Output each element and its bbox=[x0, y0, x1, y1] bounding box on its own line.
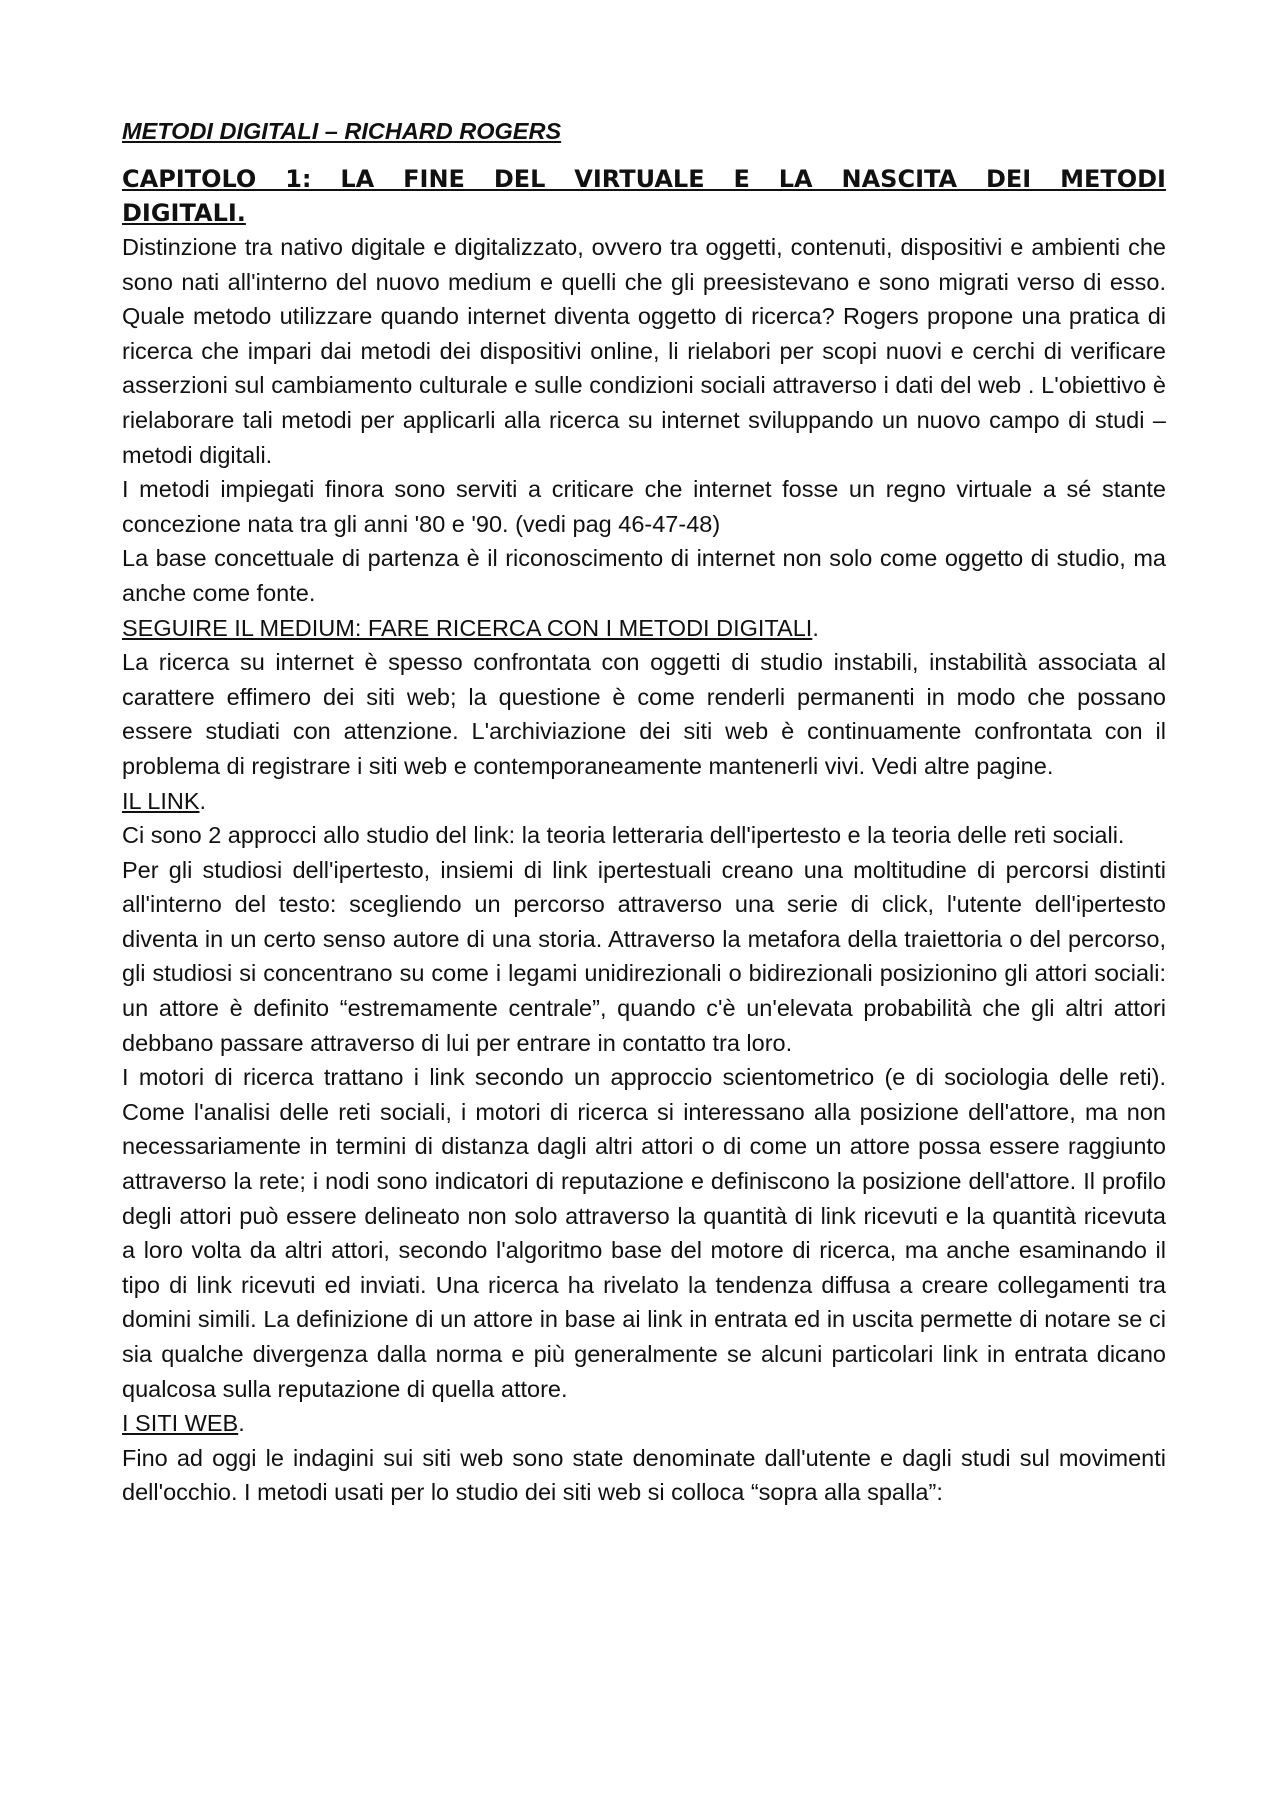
document-page bbox=[122, 114, 1166, 1510]
section-heading-text: SEGUIRE IL MEDIUM: FARE RICERCA CON I METODI DIGITALI bbox=[122, 614, 813, 641]
chapter-title-line-1: CAPITOLO 1: LA FINE DEL VIRTUALE E LA NASCITA DEI METODI bbox=[122, 165, 1166, 193]
paragraph: Fino ad oggi le indagini sui siti web sono state denominate dall'utente e dagli studi sul movimenti dell'occhio. I metodi usati per lo studio dei siti web si colloca “sopra alla spalla”: bbox=[122, 1444, 1166, 1506]
paragraph: I metodi impiegati finora sono serviti a criticare che internet fosse un regno virtuale a sé stante concezione nata tra gli anni '80 e '90. (vedi pag 46-47-48) bbox=[122, 476, 1166, 537]
chapter-title bbox=[122, 162, 1166, 230]
paragraph: La ricerca su internet è spesso confrontata con oggetti di studio instabili, instabilità associata al carattere effimero dei siti web; la questione è come renderli permanenti in modo che possano essere studiati con attenzione. L'archiviazione dei siti web è continuamente confrontata con il problema di registrare i siti web e contemporaneamente mantenerli vivi. Vedi altre pagine. bbox=[122, 649, 1166, 779]
section-heading-period: . bbox=[199, 787, 207, 814]
paragraph: Distinzione tra nativo digitale e digitalizzato, ovvero tra oggetti, contenuti, dispositivi e ambienti che sono nati all'interno del nuovo medium e quelli che gli preesistevano e sono migrati verso di esso. Quale metodo utilizzare quando internet diventa oggetto di ricerca? Rogers propone una pratica di ricerca che impari dai metodi dei dispositivi online, li rielabori per scopi nuovi e cerchi di verificare asserzioni sul cambiamento culturale e sulle condizioni sociali attraverso i dati del web . L'obiettivo è rielaborare tali metodi per applicarli alla ricerca su internet sviluppando un nuovo campo di studi – metodi digitali. bbox=[122, 234, 1166, 468]
section-heading-text: IL LINK bbox=[122, 787, 200, 814]
section-heading-period: . bbox=[812, 614, 819, 641]
chapter-title-line-2: DIGITALI. bbox=[122, 199, 246, 227]
section-heading-period: . bbox=[238, 1410, 245, 1437]
section-heading-medium bbox=[122, 611, 1166, 646]
document-title: METODI DIGITALI – RICHARD ROGERS bbox=[122, 118, 562, 144]
paragraph: Per gli studiosi dell'ipertesto, insiemi di link ipertestuali creano una moltitudine di percorsi distinti all'interno del testo: scegliendo un percorso attraverso una serie di click, l'utente dell'ipertesto diventa in un certo senso autore di una storia. Attraverso la metafora della traiettoria o del percorso, gli studiosi si concentrano su come i legami unidirezionali o bidirezionali posizionino gli attori sociali: un attore è definito “estremamente centrale”, quando c'è un'elevata probabilità che gli altri attori debbano passare attraverso di lui per entrare in contatto tra loro. bbox=[122, 856, 1166, 1056]
paragraph: Ci sono 2 approcci allo studio del link: la teoria letteraria dell'ipertesto e la teoria delle reti sociali. bbox=[122, 822, 1125, 849]
paragraph: I motori di ricerca trattano i link secondo un approccio scientometrico (e di sociologia delle reti). Come l'analisi delle reti sociali, i motori di ricerca si interessano alla posizione dell'attore, ma non necessariamente in termini di distanza dagli altri attori o di come un attore possa essere raggiunto attraverso la rete; i nodi sono indicatori di reputazione e definiscono la posizione dell'attore. Il profilo degli attori può essere delineato non solo attraverso la quantità di link ricevuti e la quantità ricevuta a loro volta da altri attori, secondo l'algoritmo base del motore di ricerca, ma anche esaminando il tipo di link ricevuti ed inviati. Una ricerca ha rivelato la tendenza diffusa a creare collegamenti tra domini simili. La definizione di un attore in base ai link in entrata ed in uscita permette di notare se ci sia qualche divergenza dalla norma e più generalmente se alcuni particolari link in entrata dicano qualcosa sulla reputazione di quella attore. bbox=[122, 1064, 1166, 1402]
section-heading-text: I SITI WEB bbox=[122, 1410, 239, 1437]
paragraph: La base concettuale di partenza è il riconoscimento di internet non solo come oggetto di studio, ma anche come fonte. bbox=[122, 545, 1166, 606]
section-heading-siti-web bbox=[122, 1406, 1166, 1441]
section-heading-link bbox=[122, 784, 1166, 819]
